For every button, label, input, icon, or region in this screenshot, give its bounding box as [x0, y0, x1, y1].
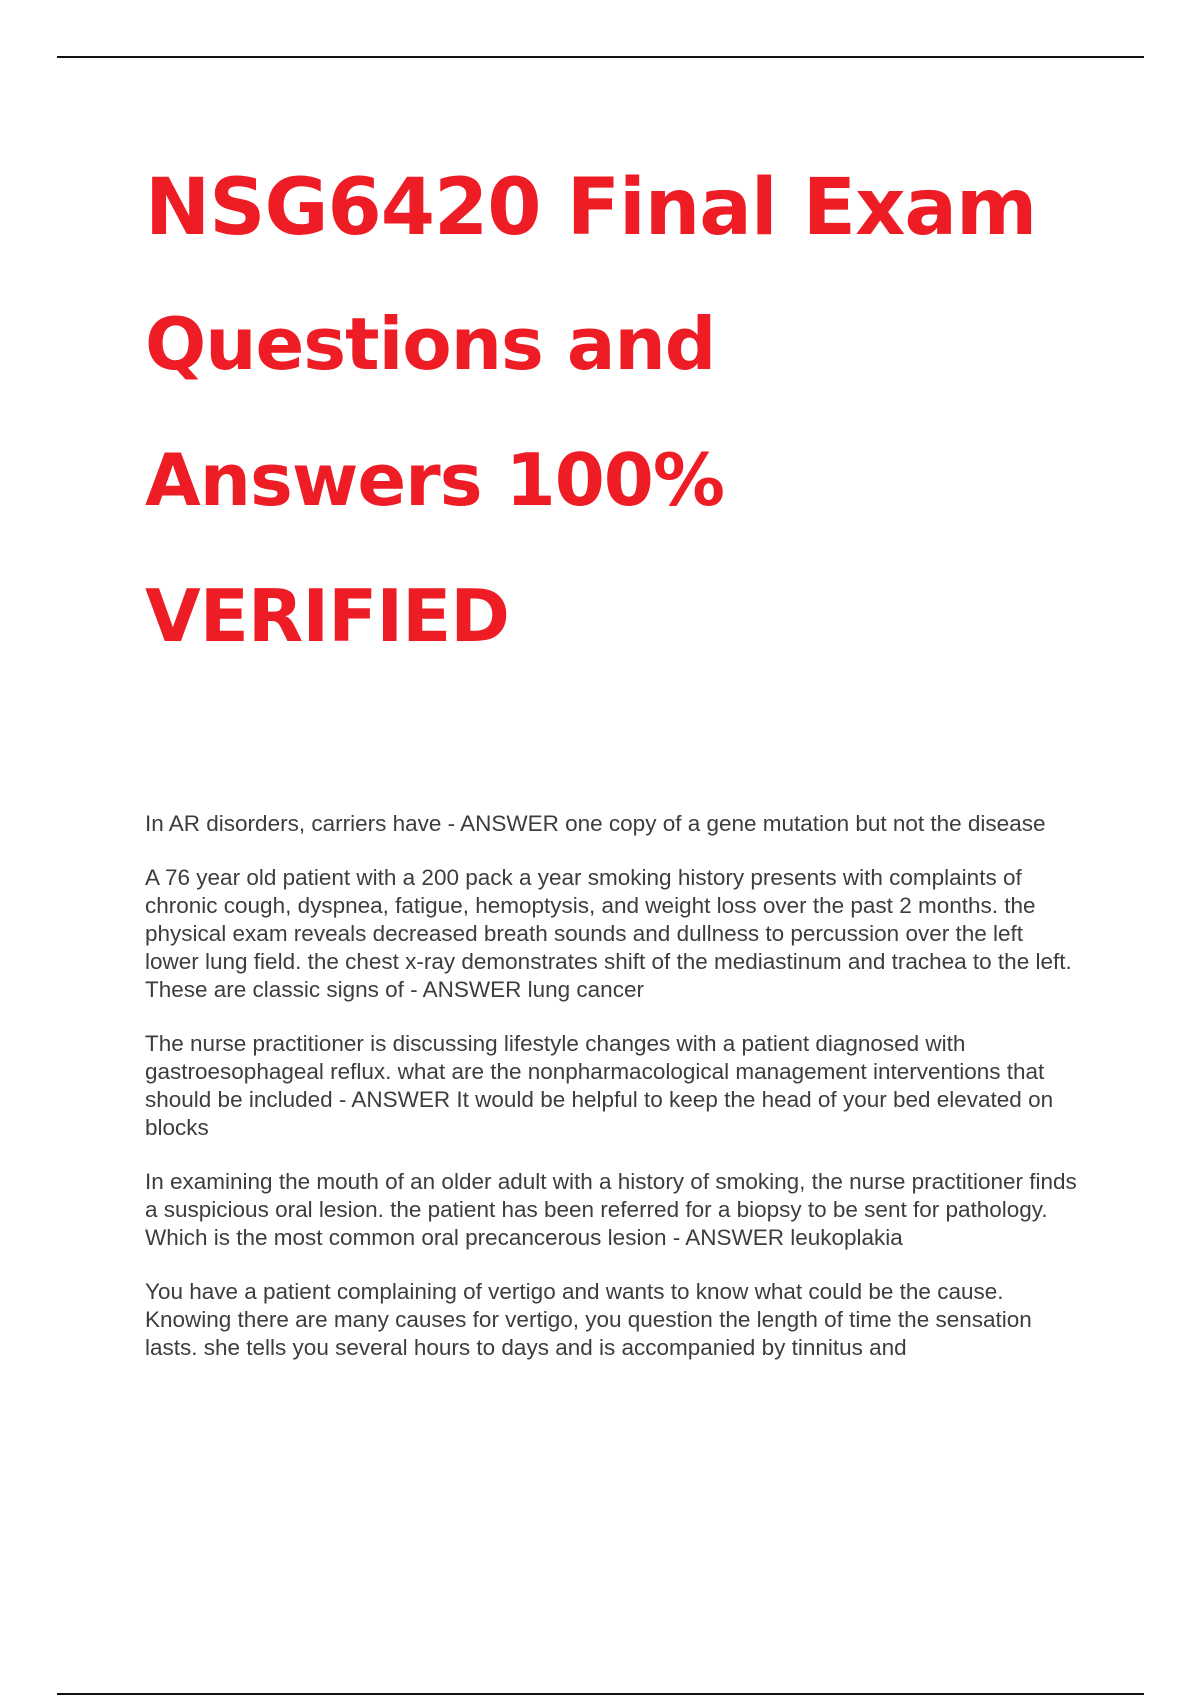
- title-line: VERIFIED: [145, 574, 510, 658]
- bottom-rule: [57, 1693, 1144, 1695]
- qa-item: In AR disorders, carriers have - ANSWER one copy of a gene mutation but not the disease: [145, 811, 1046, 836]
- title-line: Answers 100%: [145, 438, 725, 522]
- title-line: NSG6420 Final Exam: [145, 163, 1037, 253]
- qa-item: In examining the mouth of an older adult with a history of smoking, the nurse practitioner finds a suspicious oral lesion. the patient has been referred for a biopsy to be sent for pathology. Which is the most common oral precancerous lesion - ANSWER leukoplakia: [145, 1169, 1077, 1250]
- qa-item: You have a patient complaining of vertigo and wants to know what could be the cause. Knowing there are many causes for vertigo, you question the length of time the sensation lasts. she tells you several hours to days and is accompanied by tinnitus and: [145, 1279, 1032, 1360]
- top-rule: [57, 56, 1144, 58]
- qa-item: A 76 year old patient with a 200 pack a year smoking history presents with complaints of chronic cough, dyspnea, fatigue, hemoptysis, and weight loss over the past 2 months. the physical exam reveals decreased breath sounds and dullness to percussion over the left lower lung field. the chest x-ray demonstrates shift of the mediastinum and trachea to the left. These are classic signs of - ANSWER lung cancer: [145, 865, 1072, 1002]
- title-line: Questions and: [145, 302, 716, 386]
- question-answer-list: [145, 810, 1080, 1388]
- qa-item: The nurse practitioner is discussing lifestyle changes with a patient diagnosed with gastroesophageal reflux. what are the nonpharmacological management interventions that should be included - ANSWER It would be helpful to keep the head of your bed elevated on blocks: [145, 1031, 1054, 1140]
- document-title: [145, 140, 1105, 684]
